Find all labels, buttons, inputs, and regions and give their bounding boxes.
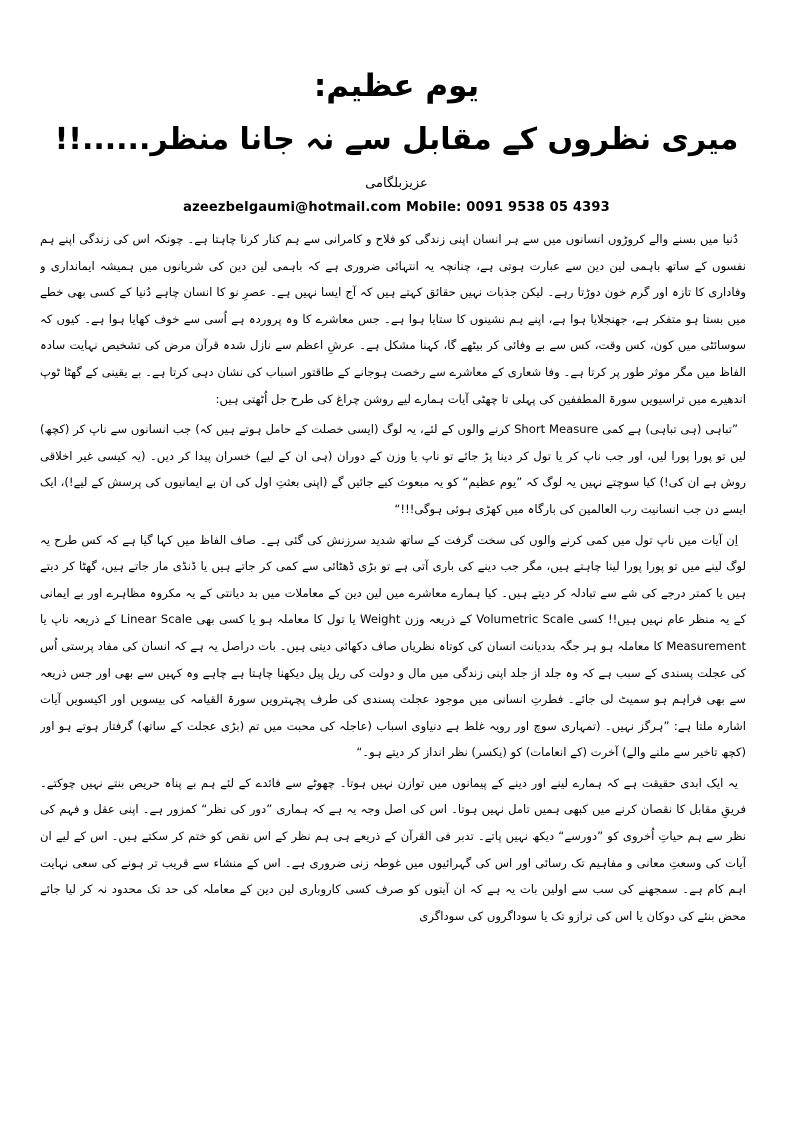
paragraph: ”تباہی (ہی تباہی) ہے کمی Short Measure کرنے والوں کے لئے، یہ لوگ (ایسی خصلت کے حامل ہوتے ہیں کہ) جب انسانوں سے ناپ کر (کچھ) لیں تو پورا پورا لیں، اور جب ناپ کر یا تول کر دینا پڑ جائے تو ناپ یا وزن کے دوران (ہی ان کے لیے) خسران پیدا کر دیں۔ (یہ کیسی غیر اخلاقی روش ہے ان کی!) کیا سوچتے نہیں یہ لوگ کہ ”یوم عظیم“ کو یہ مبعوث کیے جائیں گے (اپنی بعثتِ اول کی ان بے ایمانیوں کی پرسش کے لیے!)، ایک ایسے دن جب انسانیت رب العالمین کی بارگاہ میں کھڑی ہوئی ہوگی!!!“: [40, 422, 746, 516]
paragraph: اِن آیات میں ناپ تول میں کمی کرنے والوں کی سخت گرفت کے ساتھ شدید سرزنش کی گئی ہے۔ صاف الفاظ میں کہا گیا ہے کہ کس طرح یہ لوگ لینے میں تو پورا پورا لینا چاہتے ہیں، مگر جب دینے کی باری آتی ہے تو بڑی ڈھٹائی سے کمی کر جاتے ہیں یا ڈنڈی مار جاتے ہیں، گھٹا کر دیتے ہیں یا کمتر درجے کی شے سے تبادلہ کر دیتے ہیں۔ کیا ہمارے معاشرے میں لین دین کے معاملات میں بد دیانتی کے یہ مکروہ مظاہرے اور بے ایمانی کے یہ منظر عام نہیں ہیں!! کسی Volumetric Scale کے ذریعہ وزن Weight یا تول کا معاملہ ہو یا کسی بھی Linear Scale کے ذریعہ ناپ یا Measurement کا معاملہ ہو ہر جگہ بددیانت انسان کی کوتاہ نظریاں صاف دکھائی دیتی ہیں۔ بات دراصل یہ ہے کہ انسان کی مفاد پرستی اُس کی عجلت پسندی کے سبب ہے کہ وہ جلد از جلد اپنی زندگی میں مال و دولت کی ریل پیل دیکھنا چاہتا ہے چاہے وہ کہیں سے بھی اور جس ذریعہ سے بھی فراہم ہو سمیٹ لی جائے۔ فطرتِ انسانی میں موجود عجلت پسندی کی طرف پچہترویں سورۃ القیامہ کی بیسویں اور اکیسویں آیات اشارہ ملتا ہے: ”ہرگز نہیں۔ (تمہاری سوچ اور رویہ غلط ہے دنیاوی اسباب (عاجلہ کی محبت میں تم (بڑی عجلت کے ساتھ) گرفتار ہوتے ہو اور (کچھ تاخیر سے ملنے والے) آخرت (کے انعامات) کو (یکسر) نظر انداز کر دیتے ہو۔“: [40, 532, 746, 760]
author-contact: azeezbelgaumi@hotmail.com Mobile: 0091 9538 05 4393: [183, 200, 610, 215]
paragraph: دُنیا میں بسنے والے کروڑوں انسانوں میں سے ہر انسان اپنی زندگی کو فلاح و کامرانی سے ہم کنار کرنا چاہتا ہے۔ چونکہ اس کی زندگی اپنے ہم نفسوں کے ساتھ باہمی لین دین سے عبارت ہوتی ہے، چنانچہ یہ انتہائی ضروری ہے کہ باہمی لین دین کی شریانوں میں ہمیشہ ایمانداری و وفاداری کا تازہ اور گرم خون دوڑتا رہے۔ لیکن جذبات نہیں حقائق کہتے ہیں کہ آج ایسا نہیں ہے۔ عصرِ نو کا انسان چاہے دُنیا کے کسی بھی خطے میں بستا ہو متفکر ہے، جھنجلایا ہوا ہے، اپنے ہم نشینوں کا ستایا ہوا ہے۔ جس معاشرے کا وہ پروردہ ہے اُسی سے خوف کھایا ہوا ہے۔ کیوں کہ سوسائٹی میں کون، کس وقت، کس سے بے وفائی کر بیٹھے گا، کہنا مشکل ہے۔ عرشِ اعظم سے نازل شدہ قرآن مرض کی تشخیص نہایت سادہ الفاظ میں مگر موثر طور پر کرتا ہے۔ وفا شعاری کے معاشرے سے رخصت ہوجانے کے طاقتور اسباب کی نشان دہی کرتا ہے۔ بے یقینی کے گھٹا ٹوپ اندھیرے میں تراسیویں سورۃ المطففین کی پہلی تا چھٹی آیات ہمارے لیے روشن چراغ کی طرح جل اُٹھتی ہیں:: [40, 232, 746, 406]
document-subtitle: میری نظروں کے مقابل سے نہ جانا منظر......!!: [54, 122, 739, 157]
author-name: عزیزبلگامی: [365, 176, 428, 191]
article-body: [40, 226, 746, 1106]
document-title: یوم عظیم:: [313, 68, 480, 104]
paragraph: یہ ایک ابدی حقیقت ہے کہ ہمارے لینے اور دینے کے پیمانوں میں توازن نہیں ہوتا۔ چھوٹے سے فائدے کے لئے ہم بے پناہ حریص بنتے نہیں چوکتے۔ فریقِ مقابل کا نقصان کرنے میں کبھی ہمیں تامل نہیں ہوتا۔ اس کی اصل وجہ یہ ہے کہ ہماری ”دور کی نظر“ کمزور ہے۔ اپنی عقل و فہم کی نظر سے ہم حیاتِ اُخروی کو ”دورسے“ دیکھ نہیں پاتے۔ تدبر فی القرآن کے ذریعے ہی ہم نظر کے اس نقص کو ختم کر سکتے ہیں۔ اس کے لیے ان آیات کی وسعتِ معانی و مفاہیم تک رسائی اور اس کی گہرائیوں میں غوطہ زنی ضروری ہے۔ اس کے منشاء سے قریب تر ہونے کی سعی نہایت اہم کام ہے۔ سمجھنے کی سب سے اولین بات یہ ہے کہ ان آیتوں کو صرف کسی کاروباری لین دین کے معاملہ کی حد تک محدود نہ کر لیا جائے محض بنئے کی دوکان یا اس کی ترازو تک یا سوداگروں کی سوداگری: [40, 775, 746, 923]
